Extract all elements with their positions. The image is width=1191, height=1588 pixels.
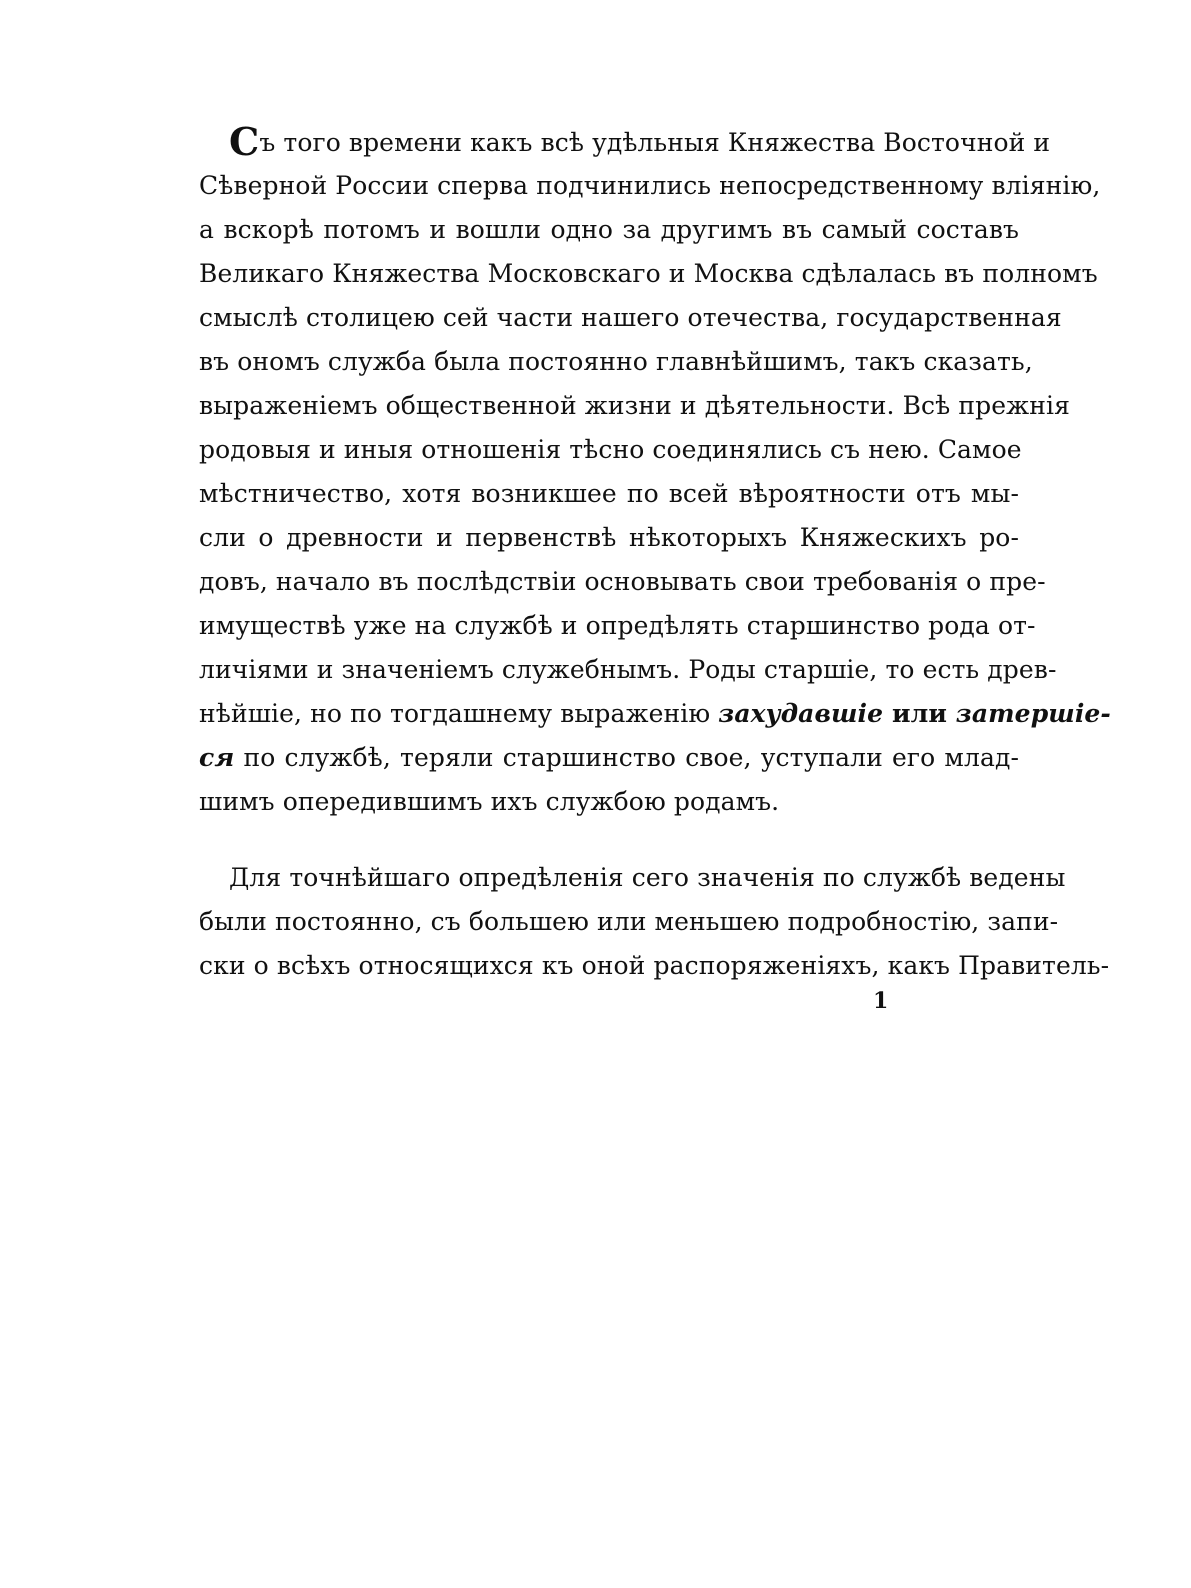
text-line: Сѣверной России сперва подчинились непосредственному вліянію, xyxy=(199,171,1101,200)
drop-cap: С xyxy=(229,119,260,164)
text-line: мѣстничество, хотя возникшее по всей вѣроятности отъ мы- xyxy=(199,479,1019,508)
italic-term: затершіе- xyxy=(955,699,1111,728)
text-line: сли о древности и первенствѣ нѣкоторыхъ Княжескихъ ро- xyxy=(199,523,1019,552)
italic-term: ся xyxy=(199,743,235,772)
text-line: въ ономъ служба была постоянно главнѣйшимъ, такъ сказать, xyxy=(199,347,1033,376)
text-line: смыслѣ столицею сей части нашего отечества, государственная xyxy=(199,303,1062,332)
text-line: были постоянно, съ большею или меньшею подробностію, запи- xyxy=(199,907,1059,936)
text-line xyxy=(229,119,1051,164)
line-text: ъ того времени какъ всѣ удѣльныя Княжества Восточной и xyxy=(259,128,1051,157)
text-line: личіями и значеніемъ служебнымъ. Роды старшіе, то есть древ- xyxy=(199,655,1057,684)
text-line: выраженіемъ общественной жизни и дѣятельности. Всѣ прежнія xyxy=(199,391,1070,420)
line-text: по службѣ, теряли старшинство свое, уступали его млад- xyxy=(234,743,1019,772)
text-line: Для точнѣйшаго опредѣленія сего значенія по службѣ ведены xyxy=(229,863,1066,892)
text-line: ски о всѣхъ относящихся къ оной распоряженіяхъ, какъ Правитель- xyxy=(199,951,1110,980)
text-line: довъ, начало въ послѣдствіи основывать свои требованія о пре- xyxy=(199,567,1046,596)
italic-term: захудавшіе xyxy=(718,699,884,728)
line-text: нѣйшіе, но по тогдашнему выраженію xyxy=(199,699,719,728)
text-line: Великаго Княжества Московскаго и Москва сдѣлалась въ полномъ xyxy=(199,259,1098,288)
text-line: шимъ опередившимъ ихъ службою родамъ. xyxy=(199,787,780,816)
text-line xyxy=(199,742,1019,774)
line-text: или xyxy=(883,699,956,728)
text-line xyxy=(199,698,1111,730)
text-line: а вскорѣ потомъ и вошли одно за другимъ въ самый составъ xyxy=(199,215,1019,244)
page-number: 1 xyxy=(873,988,889,1014)
text-line: родовыя и иныя отношенія тѣсно соединялись съ нею. Самое xyxy=(199,435,1022,464)
text-line: имуществѣ уже на службѣ и опредѣлять старшинство рода от- xyxy=(199,611,1036,640)
